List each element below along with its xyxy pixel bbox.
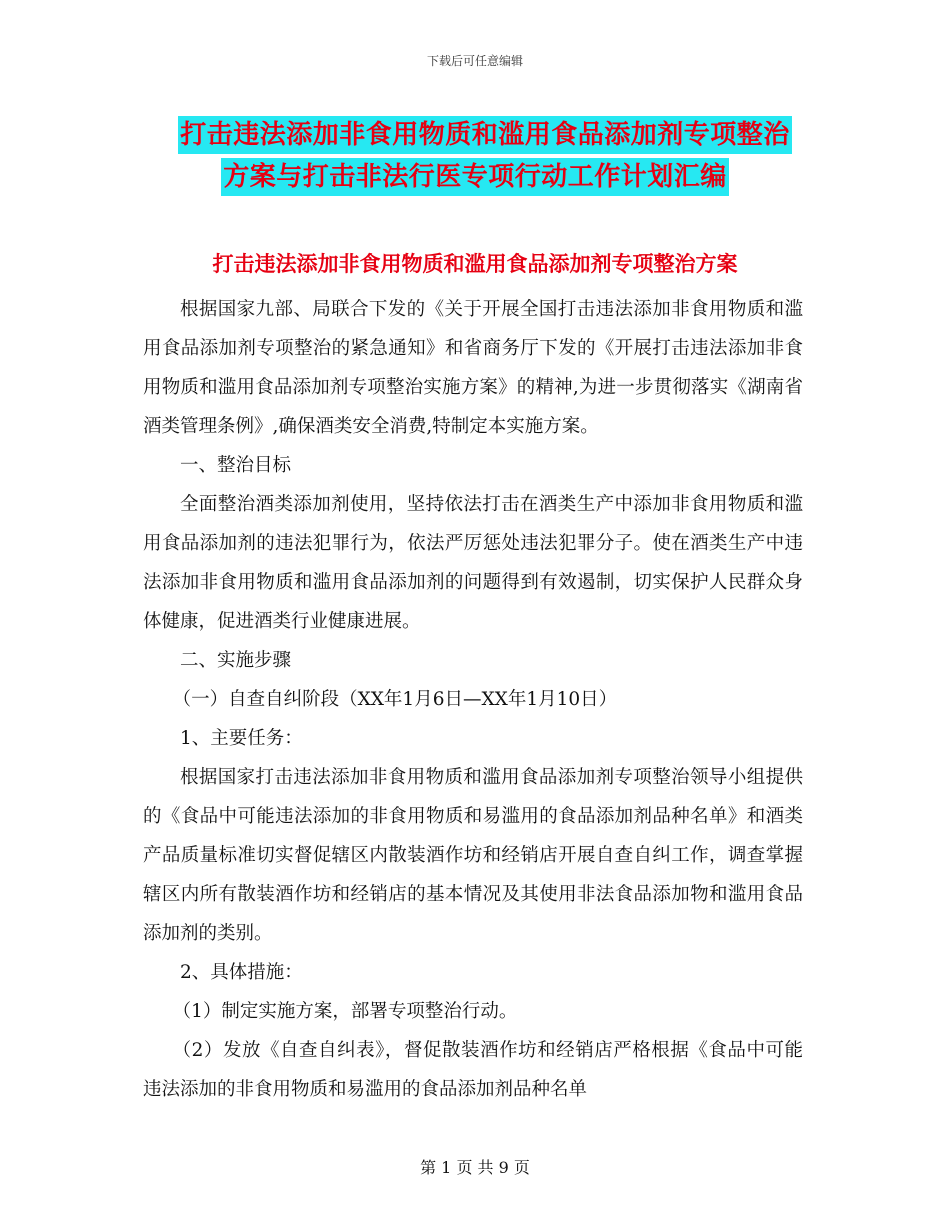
document-title-line-2 (0, 156, 950, 193)
heading-measures: 2、具体措施： (180, 962, 303, 983)
paragraph-intro: 根据国家九部、局联合下发的《关于开展全国打击违法添加非食用物质和滥用食品添加剂专项整治的紧急通知》和省商务厅下发的《开展打击违法添加非食用物质和滥用食品添加剂专项整治实施方案》的精神,为进一步贯彻落实《湖南省酒类管理条例》,确保酒类安全消费,特制定本实施方案。 (143, 299, 803, 437)
heading-goal: 一、整治目标 (180, 455, 292, 476)
title-line-1-text: 打击违法添加非食用物质和滥用食品添加剂专项整治 (178, 116, 792, 154)
paragraph-main-tasks: 根据国家打击违法添加非食用物质和滥用食品添加剂专项整治领导小组提供的《食品中可能违法添加的非食用物质和易滥用的食品添加剂品种名单》和酒类产品质量标准切实督促辖区内散装酒作坊和经销店开展自查自纠工作，调查掌握辖区内所有散装酒作坊和经销店的基本情况及其使用非法食品添加物和滥用食品添加剂的类别。 (143, 767, 803, 944)
title-line-2-text: 方案与打击非法行医专项行动工作计划汇编 (221, 158, 729, 196)
paragraph-goal: 全面整治酒类添加剂使用，坚持依法打击在酒类生产中添加非食用物质和滥用食品添加剂的违法犯罪行为，依法严厉惩处违法犯罪分子。使在酒类生产中违法添加非食用物质和滥用食品添加剂的问题得到有效遏制，切实保护人民群众身体健康，促进酒类行业健康进展。 (143, 494, 803, 632)
document-body (143, 290, 803, 1109)
heading-steps: 二、实施步骤 (180, 650, 292, 671)
heading-stage-1: （一）自查自纠阶段（XX年1月6日—XX年1月10日） (172, 689, 618, 710)
document-title-line-1 (0, 114, 950, 151)
list-item-measure-2: （2）发放《自查自纠表》，督促散装酒作坊和经销店严格根据《食品中可能违法添加的非食用物质和易滥用的食品添加剂品种名单 (143, 1040, 803, 1100)
heading-main-tasks: 1、主要任务： (180, 728, 303, 749)
header-note: 下载后可任意编辑 (426, 54, 523, 68)
page-number: 第 1 页 共 9 页 (420, 1158, 530, 1177)
list-item-measure-1: （1）制定实施方案，部署专项整治行动。 (172, 1001, 518, 1022)
section-title: 打击违法添加非食用物质和滥用食品添加剂专项整治方案 (212, 252, 738, 276)
